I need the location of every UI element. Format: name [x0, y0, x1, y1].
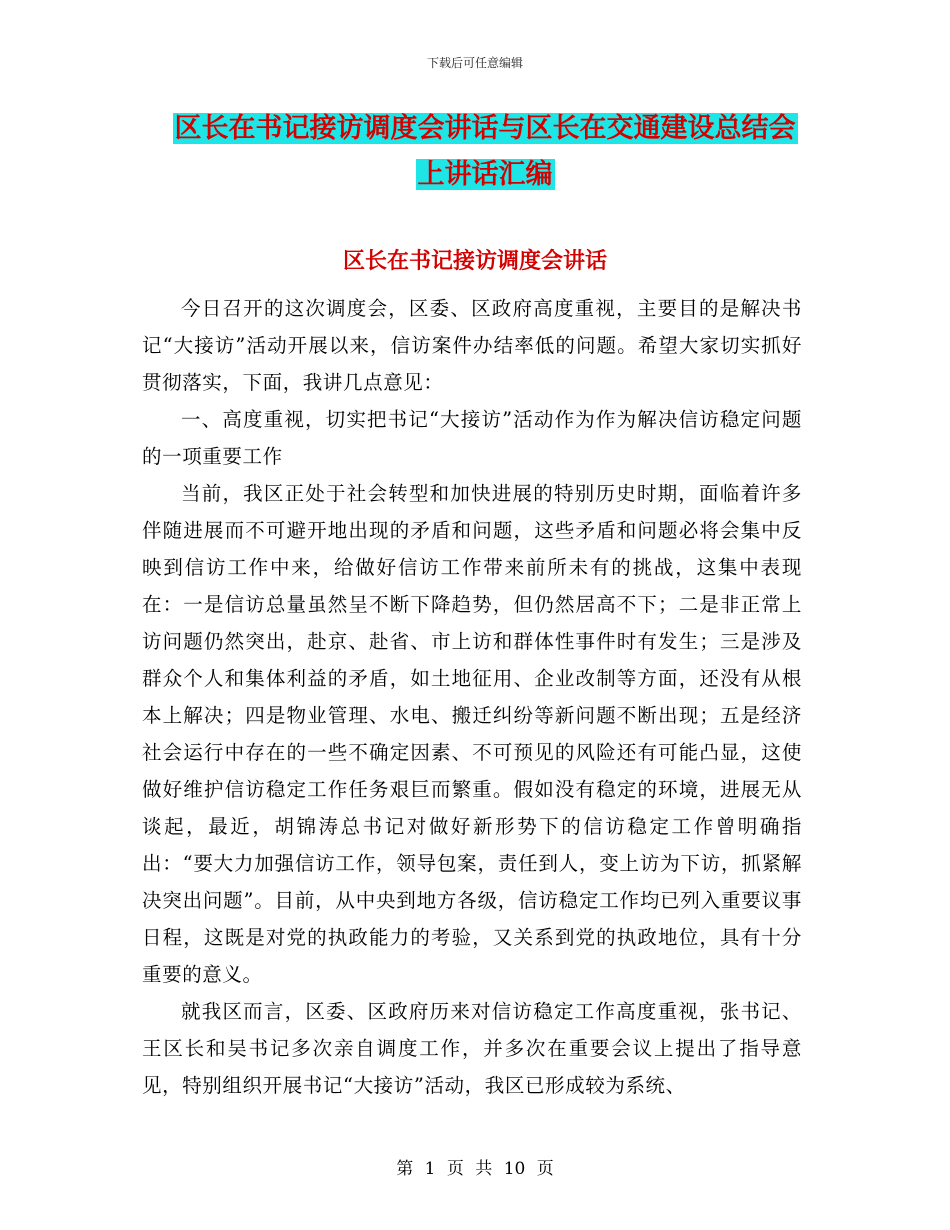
section-title: 区长在书记接访调度会讲话 [342, 249, 607, 274]
header-note: 下载后可任意编辑 [426, 56, 523, 70]
paragraph-current-situation: 当前，我区正处于社会转型和加快进展的特别历史时期，面临着许多伴随进展而不可避开地出现的矛盾和问题，这些矛盾和问题必将会集中反映到信访工作中来，给做好信访工作带来前所未有的挑战，这集中表现在：一是信访总量虽然呈不断下降趋势，但仍然居高不下；二是非正常上访问题仍然突出，赴京、赴省、市上访和群体性事件时有发生；三是涉及群众个人和集体利益的矛盾，如土地征用、企业改制等方面，还没有从根本上解决；四是物业管理、水电、搬迁纠纷等新问题不断出现；五是经济社会运行中存在的一些不确定因素、不可预见的风险还有可能凸显，这使做好维护信访稳定工作任务艰巨而繁重。假如没有稳定的环境，进展无从谈起，最近，胡锦涛总书记对做好新形势下的信访稳定工作曾明确指出：“要大力加强信访工作，领导包案，责任到人，变上访为下访，抓紧解决突出问题”。目前，从中央到地方各级，信访稳定工作均已列入重要议事日程，这既是对党的执政能力的考验，又关系到党的执政地位，具有十分重要的意义。 [142, 482, 802, 986]
paragraph-heading-one: 一、高度重视，切实把书记“大接访”活动作为作为解决信访稳定问题的一项重要工作 [142, 408, 802, 468]
page-footer: 第 1 页 共 10 页 [396, 1159, 554, 1179]
document-title [140, 106, 830, 198]
body-text [142, 290, 802, 1104]
document-title-line-2: 上讲话汇编 [417, 159, 553, 190]
paragraph-intro: 今日召开的这次调度会，区委、区政府高度重视，主要目的是解决书记“大接访”活动开展以来，信访案件办结率低的问题。希望大家切实抓好贯彻落实，下面，我讲几点意见： [142, 297, 802, 394]
document-title-line-1: 区长在书记接访调度会讲话与区长在交通建设总结会 [174, 113, 796, 144]
paragraph-district-efforts: 就我区而言，区委、区政府历来对信访稳定工作高度重视，张书记、王区长和吴书记多次亲自调度工作，并多次在重要会议上提出了指导意见，特别组织开展书记“大接访”活动，我区已形成较为系统、 [142, 1000, 802, 1097]
